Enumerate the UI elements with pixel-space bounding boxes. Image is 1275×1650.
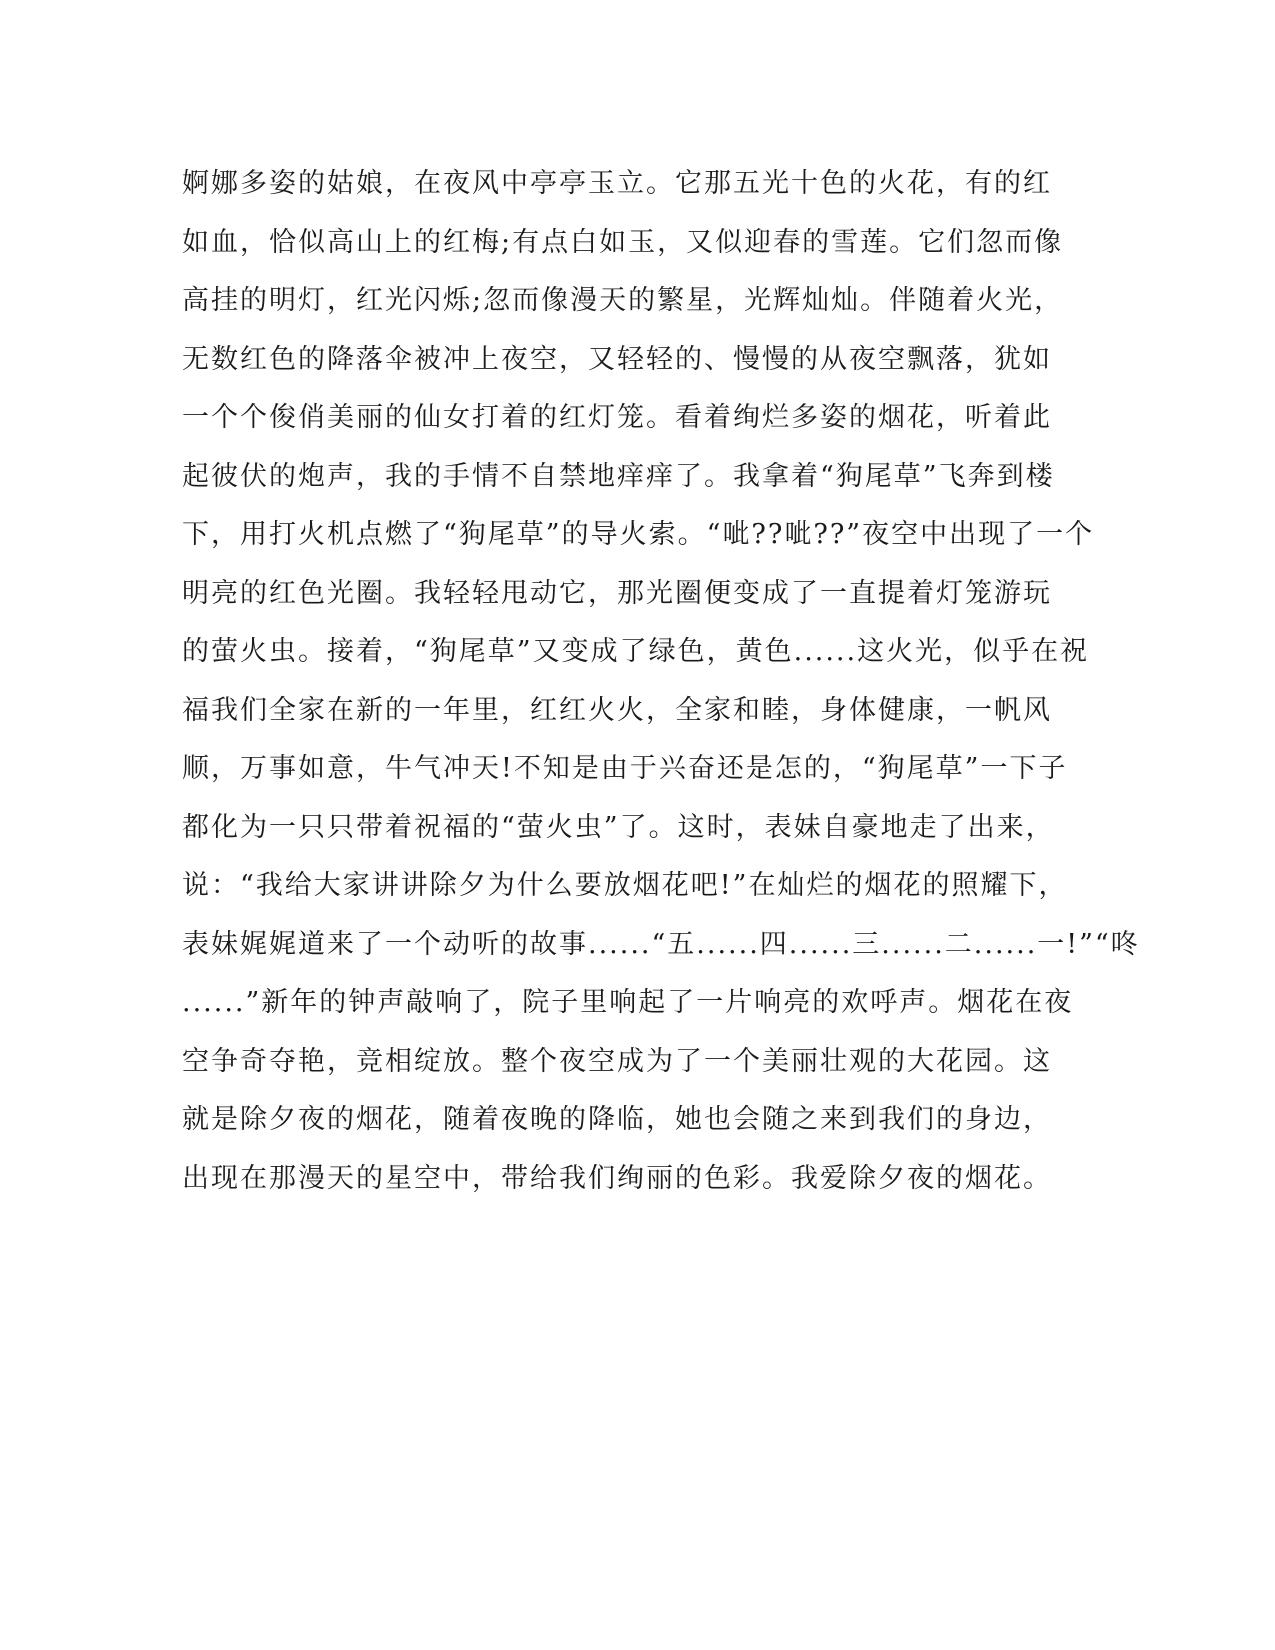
text-line: 空争奇夺艳，竞相绽放。整个夜空成为了一个美丽壮观的大花园。这 [182, 1045, 1052, 1077]
text-line: 如血，恰似高山上的红梅;有点白如玉，又似迎春的雪莲。它们忽而像 [182, 226, 1064, 258]
text-line: 都化为一只只带着祝福的“萤火虫”了。这时，表妹自豪地走了出来， [182, 811, 1055, 843]
text-line: 就是除夕夜的烟花，随着夜晚的降临，她也会随之来到我们的身边， [182, 1104, 1052, 1135]
text-line: 的萤火虫。接着，“狗尾草”又变成了绿色，黄色......这火光，似乎在祝 [182, 636, 1090, 667]
text-line: 无数红色的降落伞被冲上夜空，又轻轻的、慢慢的从夜空飘落，犹如 [182, 343, 1052, 375]
text-line: 高挂的明灯，红光闪烁;忽而像漫天的繁星，光辉灿灿。伴随着火光， [182, 285, 1064, 316]
text-line: 福我们全家在新的一年里，红红火火，全家和睦，身体健康，一帆风 [182, 694, 1052, 726]
text-line: ......”新年的钟声敲响了，院子里响起了一片响亮的欢呼声。烟花在夜 [182, 987, 1074, 1018]
text-line: 出现在那漫天的星空中，带给我们绚丽的色彩。我爱除夕夜的烟花。 [182, 1162, 1052, 1194]
text-line: 顺，万事如意，牛气冲天!不知是由于兴奋还是怎的，“狗尾草”一下子 [182, 753, 1068, 784]
text-line: 下，用打火机点燃了“狗尾草”的导火索。“呲??呲??”夜空中出现了一个 [182, 519, 1095, 550]
text-line: 起彼伏的炮声，我的手情不自禁地痒痒了。我拿着“狗尾草”飞奔到楼 [182, 460, 1055, 492]
text-line: 婀娜多姿的姑娘，在夜风中亭亭玉立。它那五光十色的火花，有的红 [182, 168, 1052, 199]
essay-body [182, 155, 1140, 1208]
text-line: 表妹娓娓道来了一个动听的故事......“五......四......三......二......一!”“咚 [182, 928, 1140, 960]
text-line: 明亮的红色光圈。我轻轻甩动它，那光圈便变成了一直提着灯笼游玩 [182, 577, 1052, 609]
text-line: 一个个俊俏美丽的仙女打着的红灯笼。看着绚烂多姿的烟花，听着此 [182, 402, 1052, 433]
text-line: 说：“我给大家讲讲除夕为什么要放烟花吧!”在灿烂的烟花的照耀下， [182, 870, 1068, 901]
